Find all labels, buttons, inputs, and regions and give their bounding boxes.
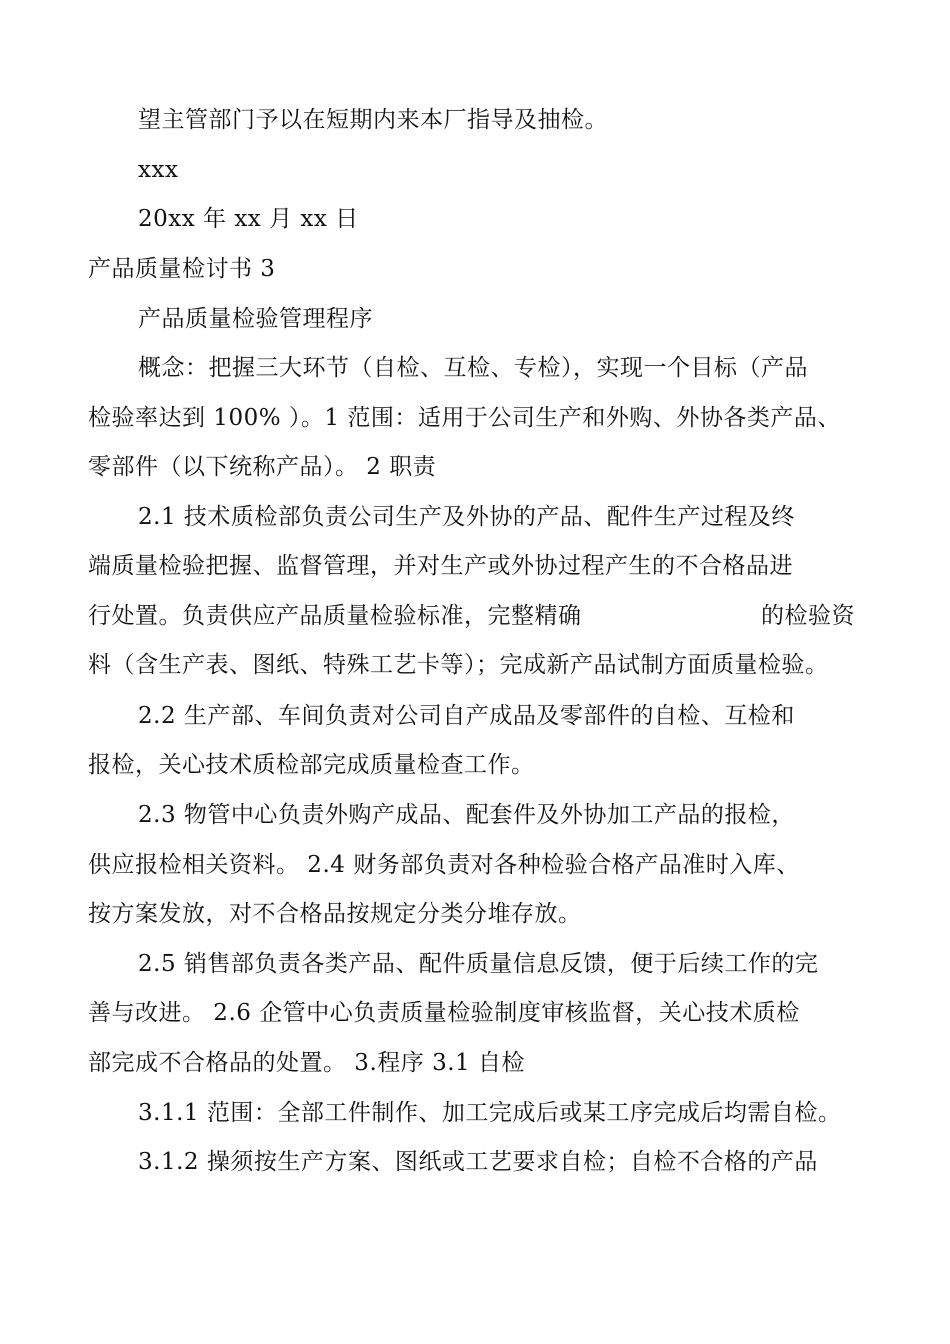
- text-line: 20xx 年 xx 月 xx 日: [138, 206, 359, 232]
- text-line: 端质量检验把握、监督管理，并对生产或外协过程产生的不合格品进: [88, 553, 793, 579]
- document-title: 产品质量检验管理程序: [138, 306, 373, 332]
- text-line: 行处置。负责供应产品质量检验标准，完整精确: [88, 603, 582, 629]
- text-line: 2.5 销售部负责各类产品、配件质量信息反馈，便于后续工作的完: [138, 951, 819, 977]
- text-line: 料（含生产表、图纸、特殊工艺卡等）；完成新产品试制方面质量检验。: [88, 652, 829, 678]
- text-line: 3.1.1 范围：全部工件制作、加工完成后或某工序完成后均需自检。: [138, 1100, 842, 1126]
- text-line: 供应报检相关资料。 2.4 财务部负责对各种检验合格产品准时入库、: [88, 852, 800, 878]
- text-line: 善与改进。 2.6 企管中心负责质量检验制度审核监督，关心技术质检: [88, 1000, 800, 1026]
- text-line: 2.2 生产部、车间负责对公司自产成品及零部件的自检、互检和: [138, 703, 795, 729]
- text-line: 2.1 技术质检部负责公司生产及外协的产品、配件生产过程及终: [138, 504, 795, 530]
- text-line: xxx: [138, 157, 179, 183]
- text-line: 望主管部门予以在短期内来本厂指导及抽检。: [138, 107, 608, 133]
- text-line: 3.1.2 操须按生产方案、图纸或工艺要求自检；自检不合格的产品: [138, 1149, 818, 1175]
- text-line: 零部件（以下统称产品）。 2 职责: [88, 454, 437, 480]
- text-line: 检验率达到 100% ）。1 范围：适用于公司生产和外购、外协各类产品、: [88, 405, 841, 431]
- text-line: 2.3 物管中心负责外购产成品、配套件及外协加工产品的报检，: [138, 802, 795, 828]
- text-line: 按方案发放，对不合格品按规定分类分堆存放。: [88, 901, 582, 927]
- text-line: 部完成不合格品的处置。 3.程序 3.1 自检: [88, 1050, 525, 1076]
- section-heading: 产品质量检讨书 3: [88, 256, 276, 282]
- text-line: 报检，关心技术质检部完成质量检查工作。: [88, 752, 535, 778]
- text-line: 概念：把握三大环节（自检、互检、专检），实现一个目标（产品: [138, 355, 808, 381]
- text-line: 的检验资: [761, 603, 855, 629]
